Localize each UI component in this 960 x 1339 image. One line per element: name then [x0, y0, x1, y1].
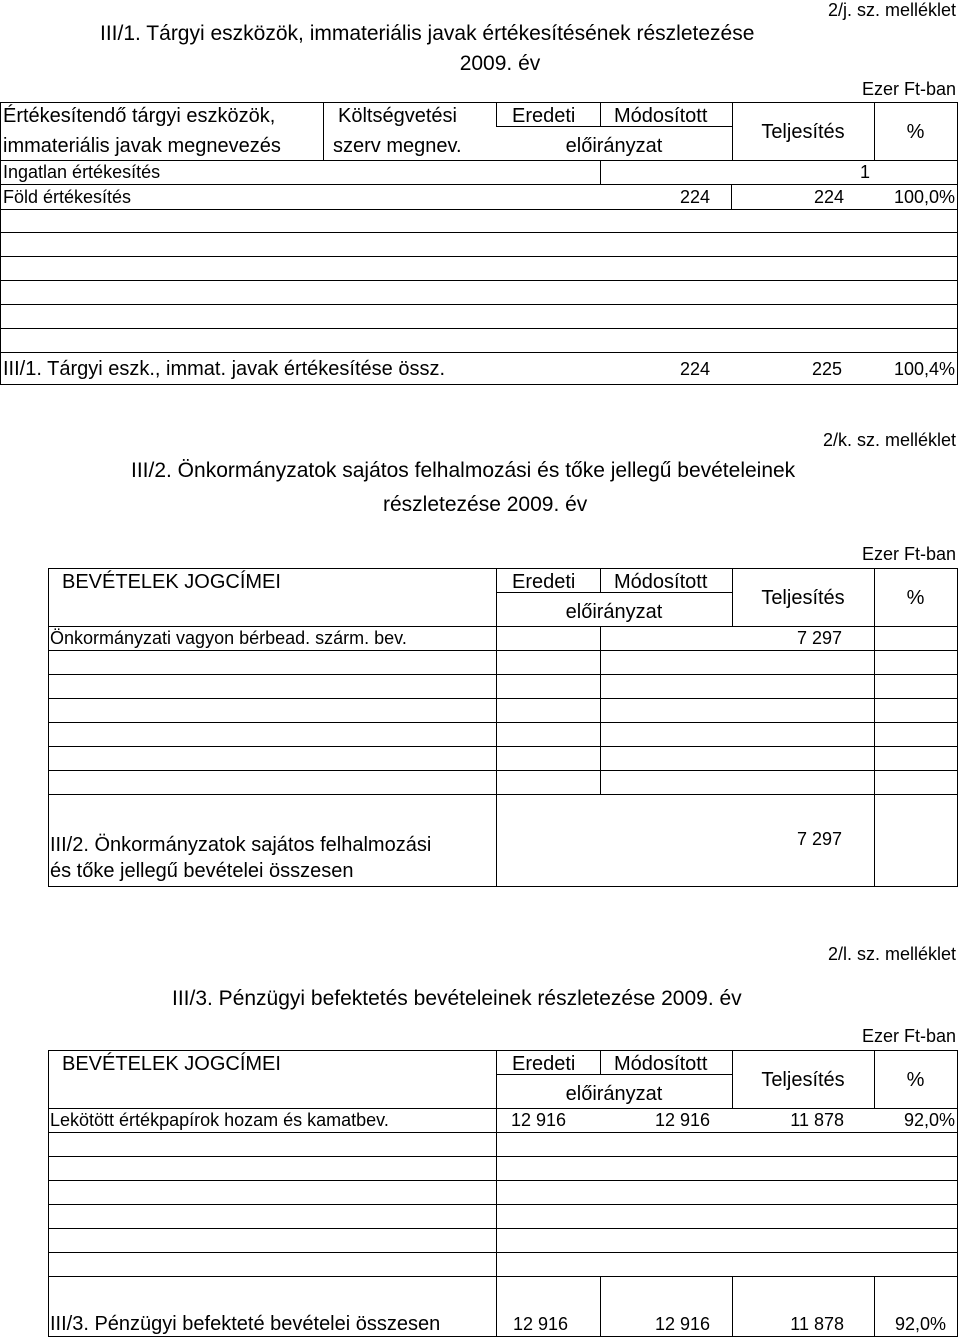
header-name: Értékesítendő tárgyi eszközök,	[3, 105, 276, 127]
header-modified: Módosított	[614, 571, 708, 593]
total-label: III/2. Önkormányzatok sajátos felhalmozási	[50, 834, 432, 856]
total-modified: 224	[679, 359, 710, 379]
row-percent: 100,0%	[893, 187, 955, 207]
header-percent: %	[906, 587, 925, 609]
section-title: III/3. Pénzügyi befektetés bevételeinek részletezése 2009. év	[172, 987, 742, 1010]
header-performance: Teljesítés	[761, 1069, 845, 1091]
header-name: BEVÉTELEK JOGCÍMEI	[62, 571, 281, 593]
header-percent: %	[906, 121, 925, 143]
row-performance: 1	[859, 162, 870, 182]
header-performance: Teljesítés	[761, 121, 845, 143]
header-original: Eredeti	[512, 571, 576, 593]
total-label: és tőke jellegű bevételei összesen	[50, 860, 354, 882]
section-title: III/1. Tárgyi eszközök, immateriális javak értékesítésének részletezése	[100, 22, 755, 45]
header-appropriation: előirányzat	[565, 601, 663, 623]
header-original: Eredeti	[512, 1053, 576, 1075]
unit-label: Ezer Ft-ban	[861, 1026, 956, 1046]
header-modified: Módosított	[614, 105, 708, 127]
section-title-year: részletezése 2009. év	[383, 493, 588, 516]
row-performance: 224	[813, 187, 844, 207]
row-original: 12 916	[510, 1110, 566, 1130]
total-percent: 100,4%	[893, 359, 955, 379]
header-org: Költségvetési	[338, 105, 457, 127]
section-title-year: 2009. év	[459, 52, 541, 75]
section-title: III/2. Önkormányzatok sajátos felhalmozási és tőke jellegű bevételeinek	[131, 459, 796, 482]
row-percent: 92,0%	[903, 1110, 955, 1130]
total-percent: 92,0%	[894, 1314, 946, 1334]
row-performance: 7 297	[796, 628, 842, 648]
header-modified: Módosított	[614, 1053, 708, 1075]
header-name: immateriális javak megnevezés	[3, 135, 281, 157]
row-name: Föld értékesítés	[3, 187, 132, 207]
annex-label: 2/j. sz. melléklet	[827, 0, 956, 20]
annex-label: 2/k. sz. melléklet	[822, 430, 956, 450]
row-modified: 224	[679, 187, 710, 207]
header-performance: Teljesítés	[761, 587, 845, 609]
annex-label: 2/l. sz. melléklet	[827, 944, 956, 964]
total-performance: 225	[811, 359, 842, 379]
row-name: Önkormányzati vagyon bérbead. szárm. bev.	[50, 628, 407, 648]
unit-label: Ezer Ft-ban	[861, 544, 956, 564]
header-appropriation: előirányzat	[565, 135, 663, 157]
row-modified: 12 916	[654, 1110, 710, 1130]
row-name: Lekötött értékpapírok hozam és kamatbev.	[50, 1110, 389, 1130]
total-original: 12 916	[512, 1314, 568, 1334]
total-performance: 11 878	[790, 1314, 844, 1334]
header-name: BEVÉTELEK JOGCÍMEI	[62, 1053, 281, 1075]
total-performance: 7 297	[796, 829, 842, 849]
unit-label: Ezer Ft-ban	[861, 79, 956, 99]
row-performance: 11 878	[790, 1110, 844, 1130]
total-modified: 12 916	[654, 1314, 710, 1334]
header-percent: %	[906, 1069, 925, 1091]
row-name: Ingatlan értékesítés	[3, 162, 161, 182]
header-org: szerv megnev.	[333, 135, 462, 157]
total-label: III/1. Tárgyi eszk., immat. javak értékesítése össz.	[3, 358, 446, 380]
total-label: III/3. Pénzügyi befekteté bevételei összesen	[50, 1313, 441, 1335]
header-appropriation: előirányzat	[565, 1083, 663, 1105]
header-original: Eredeti	[512, 105, 576, 127]
